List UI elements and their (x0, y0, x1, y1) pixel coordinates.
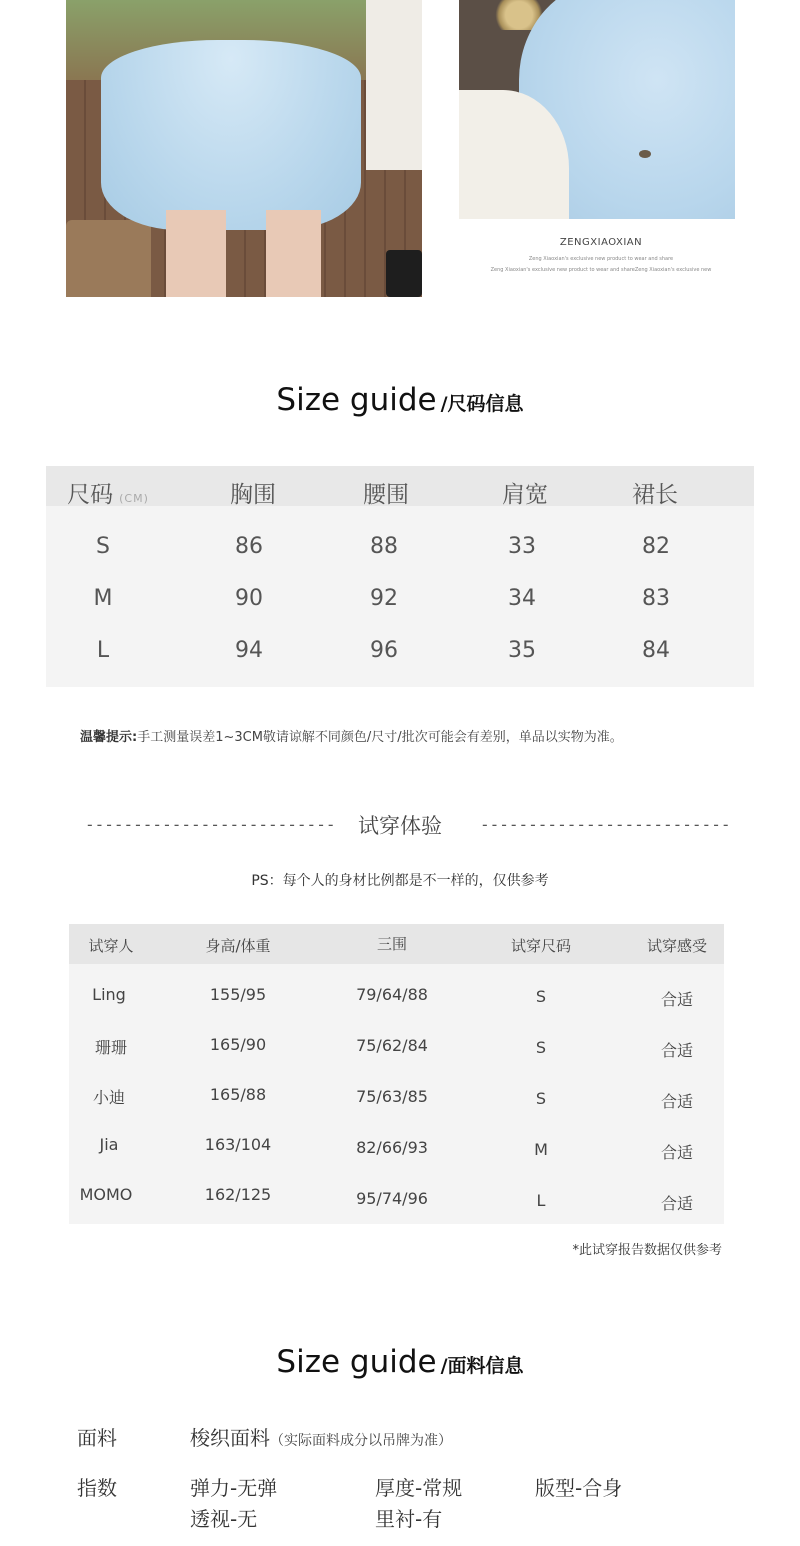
index-elasticity: 弹力-无弹 (190, 1476, 278, 1500)
tryon-row-2-person: 珊珊 (94, 1038, 128, 1057)
size-row-m-length: 83 (642, 586, 670, 611)
tryon-table (69, 924, 724, 1224)
size-guide-heading (0, 382, 800, 418)
photo-tote-bag (366, 0, 422, 170)
tryon-row-4-measure: 82/66/93 (356, 1138, 428, 1157)
measurement-tip (80, 726, 623, 745)
size-row-l-size: L (96, 638, 110, 663)
tryon-title: 试穿体验 (358, 814, 442, 838)
size-row-m-shoulder: 34 (508, 586, 536, 611)
brand-tagline-2: Zeng Xiaoxian's exclusive new product to wear and shareZeng Xiaoxian's exclusive new (490, 267, 712, 273)
tryon-header-height-weight: 身高/体重 (205, 937, 271, 955)
tryon-row-4-person: Jia (99, 1135, 119, 1154)
fabric-title: Size guide (276, 1344, 437, 1380)
size-row-m-size: M (93, 586, 113, 611)
photo-suitcase (386, 250, 422, 297)
tryon-row-5-hw: 162/125 (204, 1185, 272, 1204)
brand-name: ZENGXIAOXIAN (559, 237, 643, 248)
product-photo-model (66, 0, 422, 297)
tryon-row-3-feeling: 合适 (660, 1092, 694, 1111)
tryon-header-size: 试穿尺码 (510, 937, 572, 955)
tryon-row-5-person: MOMO (79, 1185, 133, 1204)
tryon-row-2-size: S (535, 1038, 547, 1057)
tryon-row-5-measure: 95/74/96 (356, 1189, 428, 1208)
tryon-row-3-hw: 165/88 (209, 1085, 267, 1104)
fabric-heading (0, 1344, 800, 1380)
fabric-note: （实际面料成分以吊牌为准） (270, 1433, 452, 1449)
size-row-m-waist: 92 (370, 586, 398, 611)
tryon-row-2-feeling: 合适 (660, 1041, 694, 1060)
tryon-row-1-size: S (535, 987, 547, 1006)
brand-tagline-1: Zeng Xiaoxian's exclusive new product to wear and share (528, 256, 674, 262)
size-header-size: 尺码 (CM) (67, 482, 149, 508)
tryon-row-5-feeling: 合适 (660, 1194, 694, 1213)
tryon-header-feeling: 试穿感受 (646, 937, 708, 955)
tryon-row-3-person: 小迪 (92, 1088, 126, 1107)
size-row-s-size: S (96, 534, 110, 559)
tip-text: 手工测量误差1~3CM敬请谅解不同颜色/尺寸/批次可能会有差别，单品以实物为准。 (137, 730, 623, 745)
tryon-row-2-measure: 75/62/84 (356, 1036, 428, 1055)
index-thickness: 厚度-常规 (375, 1476, 463, 1500)
size-guide-subtitle: /尺码信息 (440, 393, 524, 415)
tryon-row-3-measure: 75/63/85 (356, 1087, 428, 1106)
photo-blue-dress (101, 40, 361, 230)
size-row-l-waist: 96 (370, 638, 398, 663)
index-label: 指数 (77, 1476, 117, 1500)
size-guide-title: Size guide (276, 382, 437, 418)
size-unit: (CM) (119, 492, 149, 505)
tip-label: 温馨提示: (80, 730, 138, 745)
tryon-row-1-feeling: 合适 (660, 990, 694, 1009)
divider-dash-left: -------------------------- (85, 815, 336, 834)
size-header-shoulder: 肩宽 (502, 482, 548, 508)
tryon-row-1-measure: 79/64/88 (356, 985, 428, 1004)
size-row-s-waist: 88 (370, 534, 398, 559)
size-row-s-length: 82 (642, 534, 670, 559)
size-header-waist: 腰围 (363, 482, 409, 508)
size-header-length: 裙长 (632, 482, 678, 508)
fabric-subtitle: /面料信息 (440, 1355, 524, 1377)
size-row-s-shoulder: 33 (508, 534, 536, 559)
tryon-ps-note: PS：每个人的身材比例都是不一样的，仅供参考 (251, 873, 549, 889)
fabric-value: 梭织面料（实际面料成分以吊牌为准） (190, 1426, 452, 1450)
tryon-header-person: 试穿人 (88, 937, 134, 955)
tryon-row-1-person: Ling (92, 985, 126, 1004)
size-row-l-length: 84 (642, 638, 670, 663)
index-lining: 里衬-有 (375, 1507, 443, 1531)
photo-legs (146, 210, 346, 297)
size-row-l-shoulder: 35 (508, 638, 536, 663)
tryon-row-3-size: S (535, 1089, 547, 1108)
tryon-row-5-size: L (536, 1191, 546, 1210)
tryon-row-4-feeling: 合适 (660, 1143, 694, 1162)
size-row-m-bust: 90 (235, 586, 263, 611)
tryon-header-measurements: 三围 (376, 935, 408, 953)
photo-stump (66, 220, 151, 297)
tryon-row-4-size: M (534, 1140, 548, 1159)
size-row-l-bust: 94 (235, 638, 263, 663)
tryon-disclaimer: *此试穿报告数据仅供参考 (572, 1243, 722, 1258)
photo-drawstring-button (639, 150, 651, 158)
fabric-label: 面料 (77, 1426, 117, 1450)
divider-dash-right: -------------------------- (480, 815, 731, 834)
tryon-row-2-hw: 165/90 (209, 1035, 267, 1054)
index-transparency: 透视-无 (190, 1507, 258, 1531)
tryon-row-4-hw: 163/104 (204, 1135, 272, 1154)
product-photo-detail (459, 0, 735, 219)
size-row-s-bust: 86 (235, 534, 263, 559)
size-header-bust: 胸围 (230, 482, 276, 508)
index-fit: 版型-合身 (535, 1476, 623, 1500)
tryon-row-1-hw: 155/95 (209, 985, 267, 1004)
